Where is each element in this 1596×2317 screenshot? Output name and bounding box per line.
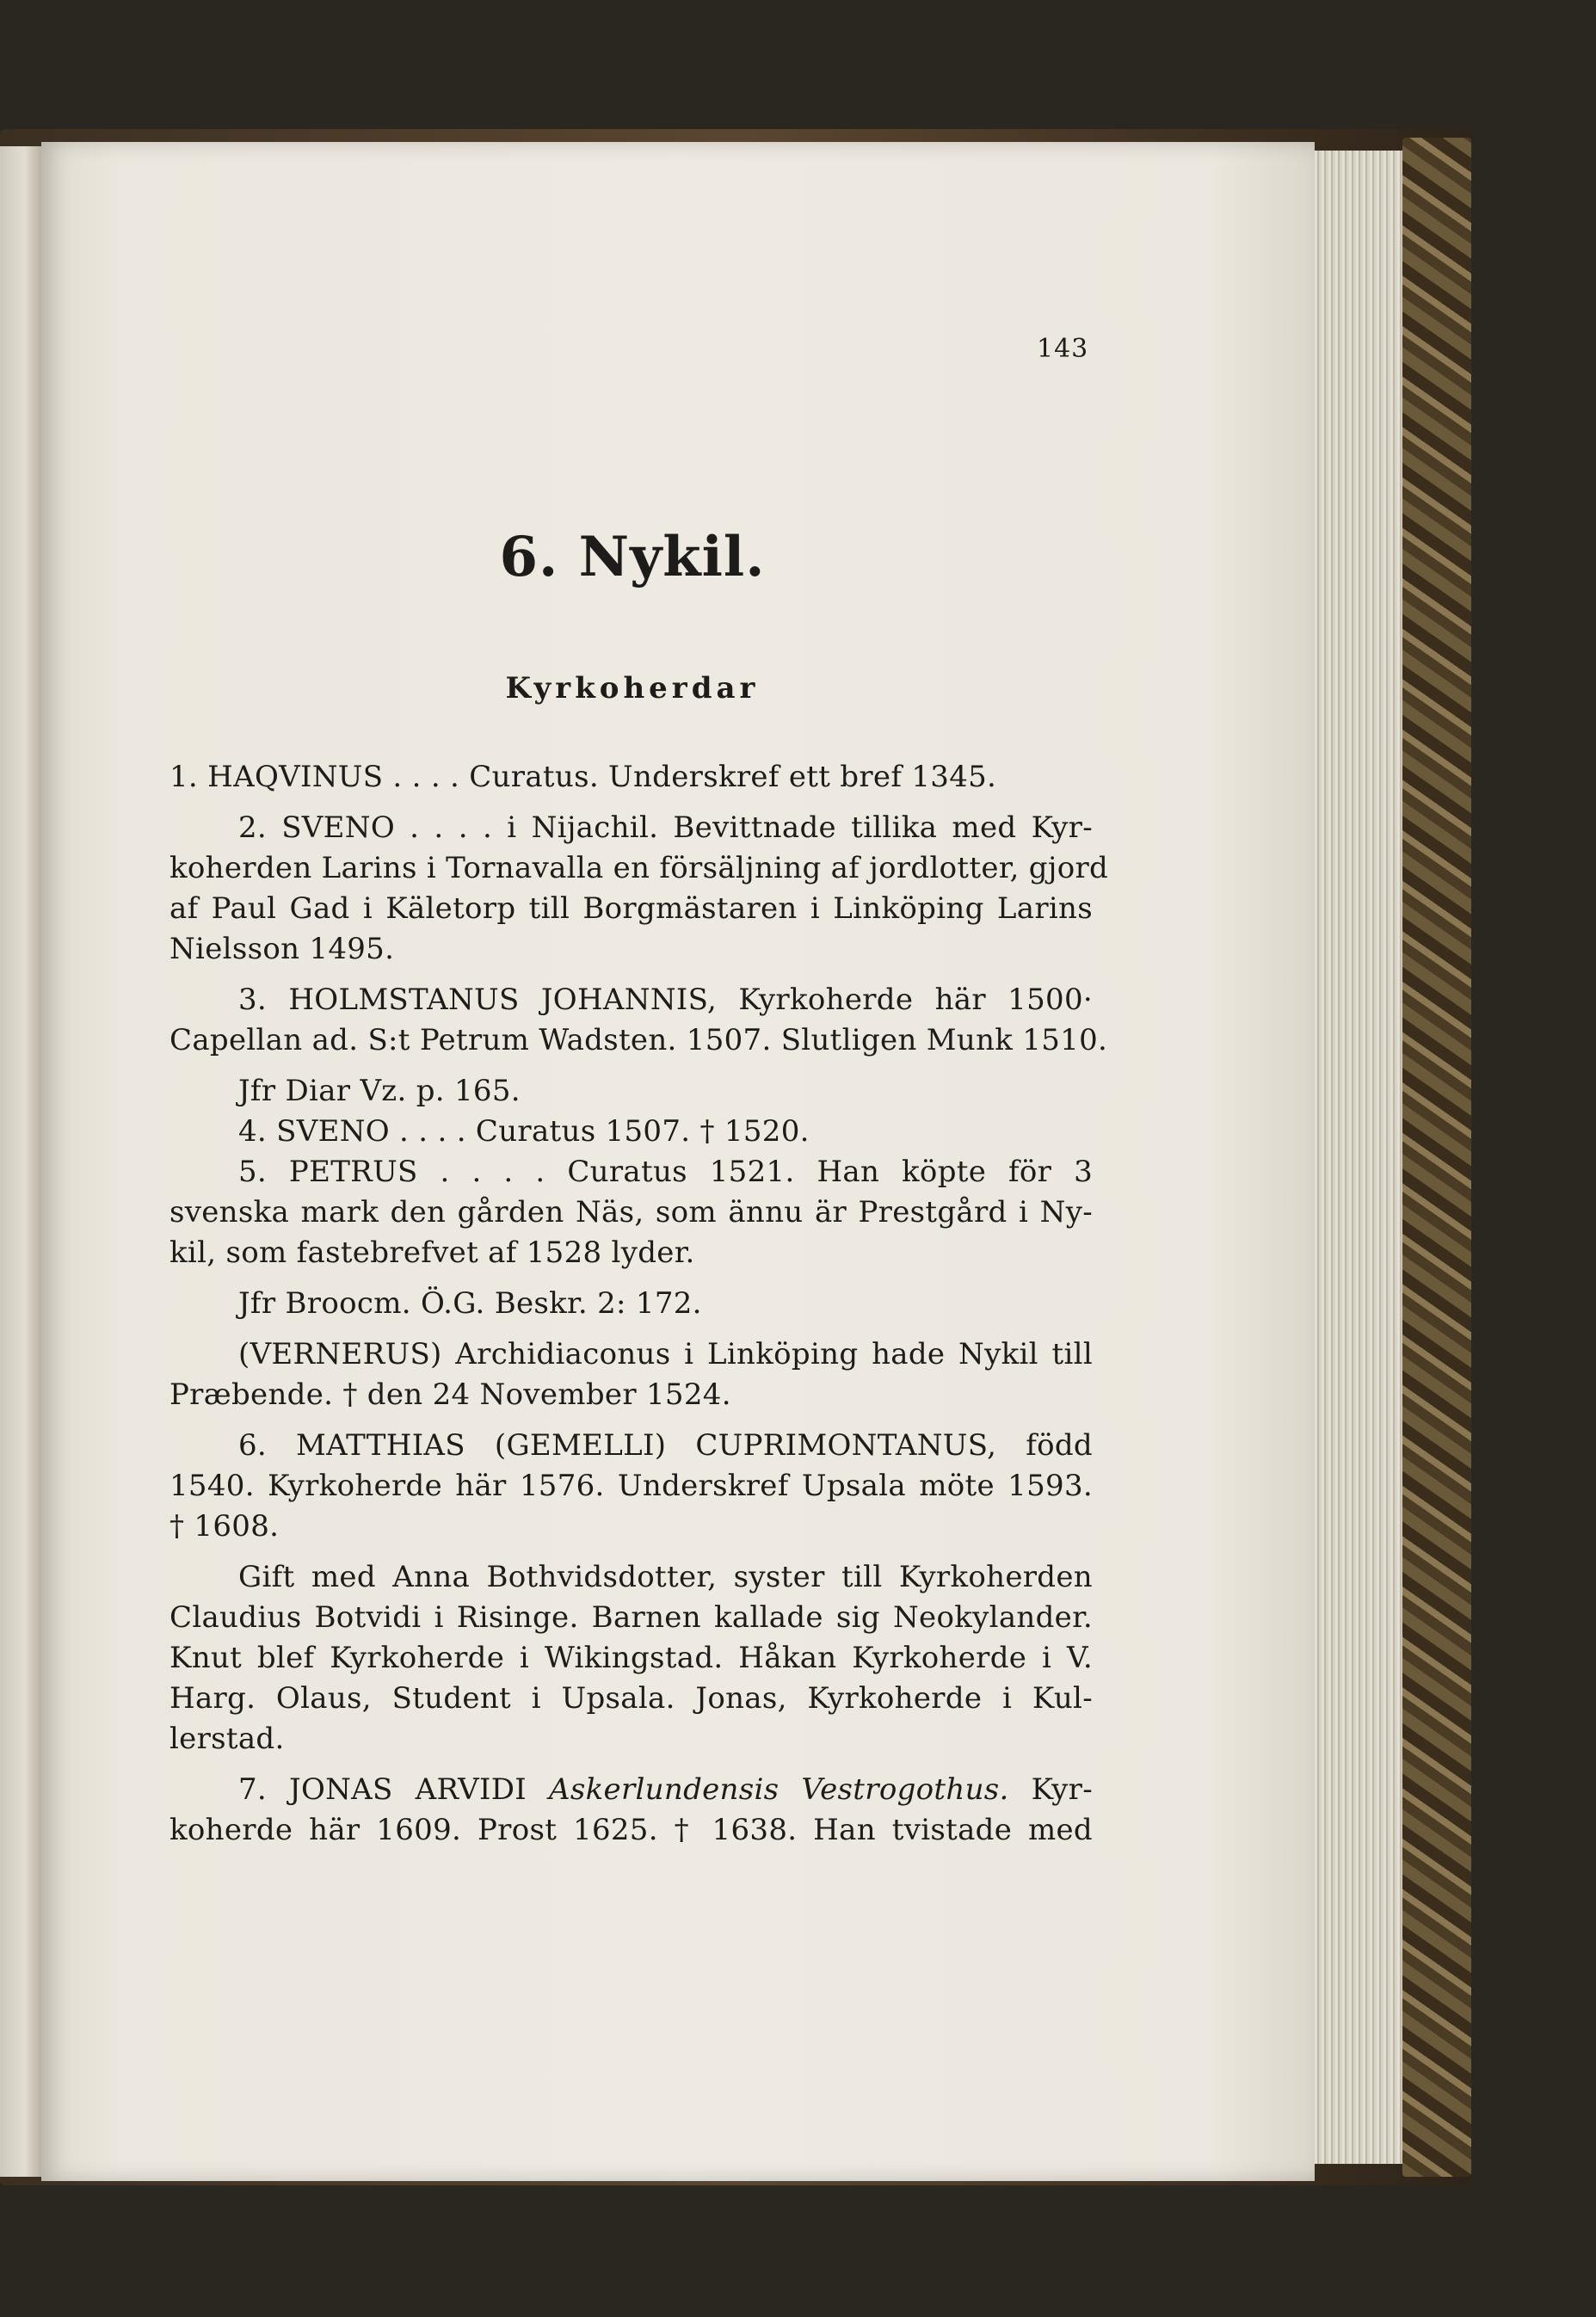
entry-line: lerstad. <box>169 1722 285 1756</box>
page-block-edges <box>1315 151 1402 2164</box>
book-cover-edge <box>1402 138 1471 2177</box>
entry-line: 6. MATTHIAS (GEMELLI) CUPRIMONTANUS, född <box>238 1428 1093 1463</box>
entry-line: kil, som fastebrefvet af 1528 lyder. <box>169 1236 695 1270</box>
entry-3 <box>169 980 1108 1061</box>
entry-vernerus <box>169 1334 1093 1415</box>
entry-line: af Paul Gad i Käletorp till Borgmästaren i Linköping Larins <box>169 891 1093 926</box>
entry-line: † 1608. <box>169 1509 280 1544</box>
entry-line: 3. HOLMSTANUS JOHANNIS, Kyrkoherde här 1500· <box>238 983 1093 1017</box>
entry-line: Jfr Broocm. Ö.G. Beskr. 2: 172. <box>238 1286 702 1321</box>
facing-page-edge <box>0 146 41 2177</box>
entry-line: 5. PETRUS . . . . Curatus 1521. Han köpte för 3 <box>238 1155 1093 1189</box>
entry-line: Gift med Anna Bothvidsdotter, syster till Kyrkoherden <box>238 1560 1093 1594</box>
entry-line: 1540. Kyrkoherde här 1576. Underskref Upsala möte 1593. <box>169 1469 1093 1503</box>
entry-name: 7. JONAS ARVIDI <box>238 1772 527 1807</box>
entry-line: svenska mark den gården Näs, som ännu är Prestgård i Ny- <box>169 1195 1093 1229</box>
entry-line: Harg. Olaus, Student i Upsala. Jonas, Kyrkoherde i Kul- <box>169 1681 1093 1716</box>
entry-line: Præbende. † den 24 November 1524. <box>169 1377 731 1412</box>
entry-line: Jfr Diar Vz. p. 165. <box>238 1074 521 1108</box>
entry-line-end: Kyr- <box>1031 1772 1093 1807</box>
entry-line: (VERNERUS) Archidiaconus i Linköping hade Nykil till <box>238 1337 1093 1371</box>
entry-line: Claudius Botvidi i Risinge. Barnen kallade sig Neokylander. <box>169 1600 1093 1635</box>
section-heading: 6. Nykil. <box>499 525 766 589</box>
entry-line: 1. HAQVINUS . . . . Curatus. Underskref ett bref 1345. <box>169 760 997 794</box>
entry-line: koherde här 1609. Prost 1625. † 1638. Han tvistade med <box>169 1813 1093 1847</box>
entry-1 <box>169 757 1093 798</box>
entry-7 <box>169 1770 1093 1851</box>
entry-3-note <box>169 1071 1093 1112</box>
entry-6-note <box>169 1557 1093 1759</box>
page-body <box>169 757 1109 1851</box>
entry-line: Nielsson 1495. <box>169 932 395 966</box>
page-number: 143 <box>1037 334 1089 364</box>
entry-line: 2. SVENO . . . . i Nijachil. Bevittnade tillika med Kyr- <box>238 810 1093 845</box>
entry-line: Capellan ad. S:t Petrum Wadsten. 1507. Slutligen Munk 1510. <box>169 1023 1108 1057</box>
entry-4 <box>169 1112 1093 1152</box>
entry-2 <box>169 808 1109 970</box>
entry-line-mixed <box>169 1770 1093 1810</box>
entry-epithet: Askerlundensis Vestrogothus. <box>549 1772 1009 1807</box>
entry-line: koherden Larins i Tornavalla en försäljning af jordlotter, gjord <box>169 851 1109 885</box>
entry-5-note <box>169 1284 1093 1324</box>
entry-5 <box>169 1152 1093 1273</box>
entry-line: Knut blef Kyrkoherde i Wikingstad. Håkan Kyrkoherde i V. <box>169 1641 1093 1675</box>
entry-6 <box>169 1426 1093 1547</box>
entry-line: 4. SVENO . . . . Curatus 1507. † 1520. <box>238 1114 810 1149</box>
section-subheading: Kyrkoherdar <box>505 671 760 706</box>
